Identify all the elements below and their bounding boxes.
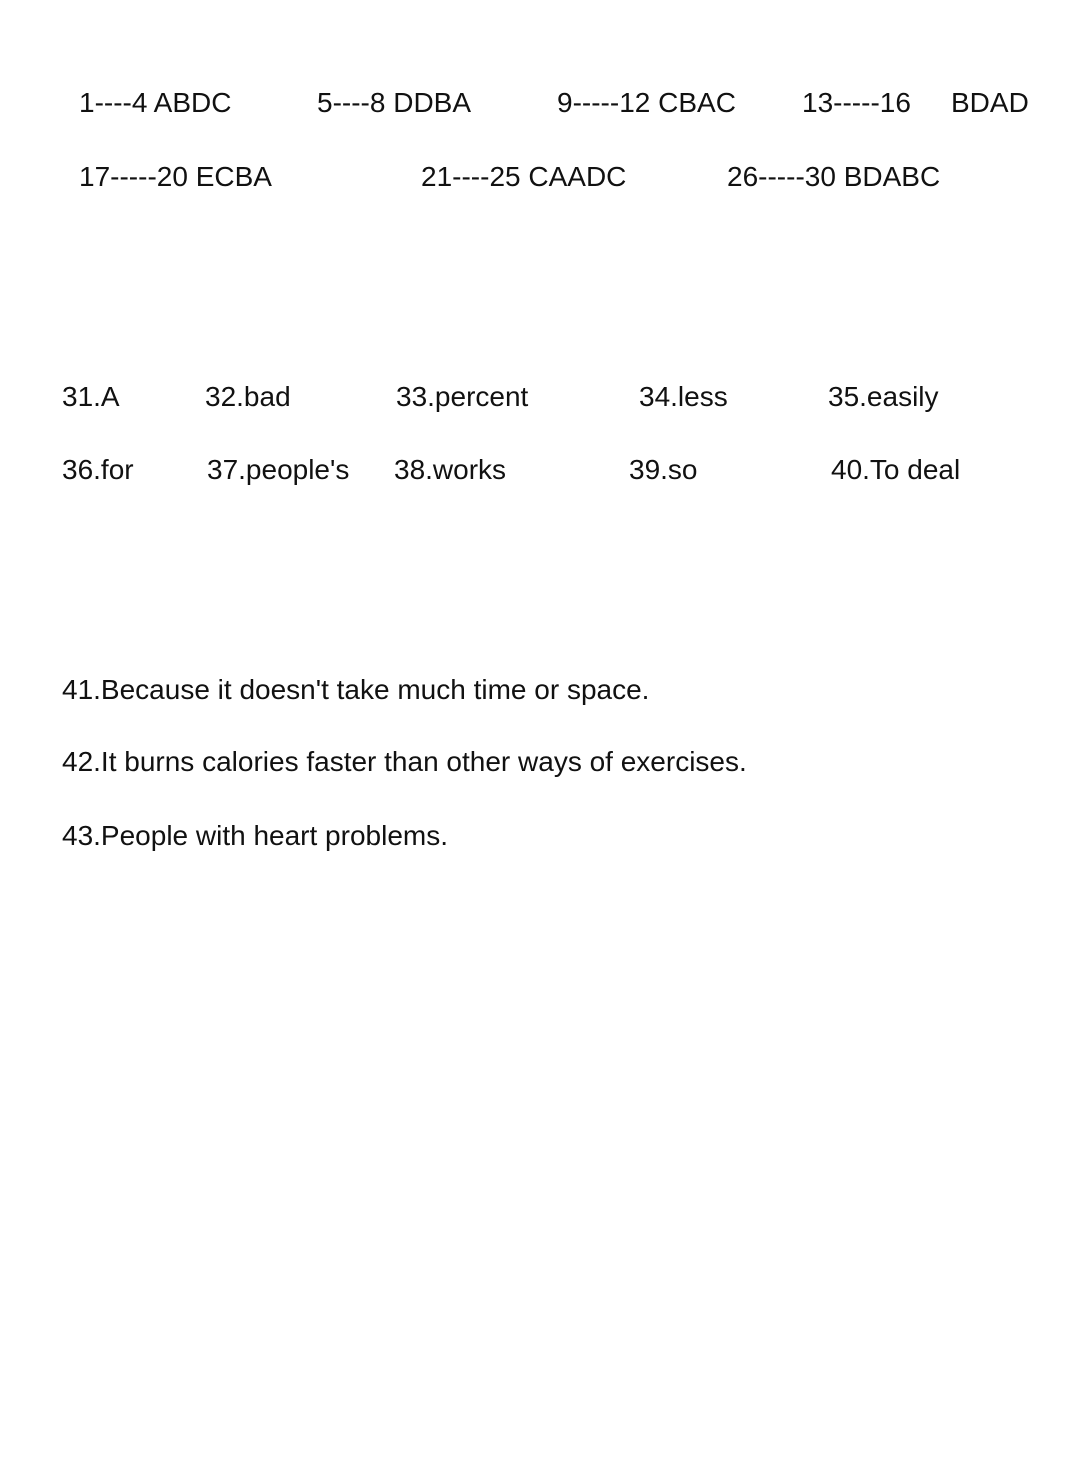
answer-group-26-30: 26-----30 BDABC bbox=[727, 161, 941, 192]
answer-32: 32.bad bbox=[205, 381, 291, 412]
answer-37: 37.people's bbox=[207, 454, 350, 485]
answer-39: 39.so bbox=[629, 454, 698, 485]
answer-42: 42.It burns calories faster than other ways of exercises. bbox=[62, 746, 747, 777]
answer-group-13-16-label: 13-----16 bbox=[802, 87, 911, 118]
answer-group-1-4: 1----4 ABDC bbox=[79, 87, 232, 118]
answer-group-17-20: 17-----20 ECBA bbox=[79, 161, 272, 192]
answer-38: 38.works bbox=[394, 454, 507, 485]
answer-group-9-12: 9-----12 CBAC bbox=[557, 87, 736, 118]
answer-43: 43.People with heart problems. bbox=[62, 820, 448, 851]
answer-33: 33.percent bbox=[396, 381, 529, 412]
answer-group-13-16-letters: BDAD bbox=[951, 87, 1029, 118]
answer-31: 31.A bbox=[62, 381, 120, 412]
answer-35: 35.easily bbox=[828, 381, 939, 412]
answer-group-21-25: 21----25 CAADC bbox=[421, 161, 627, 192]
answer-group-5-8: 5----8 DDBA bbox=[317, 87, 472, 118]
answer-40: 40.To deal bbox=[831, 454, 961, 485]
answer-36: 36.for bbox=[62, 454, 134, 485]
answer-41: 41.Because it doesn't take much time or space. bbox=[62, 674, 650, 705]
answer-34: 34.less bbox=[639, 381, 728, 412]
